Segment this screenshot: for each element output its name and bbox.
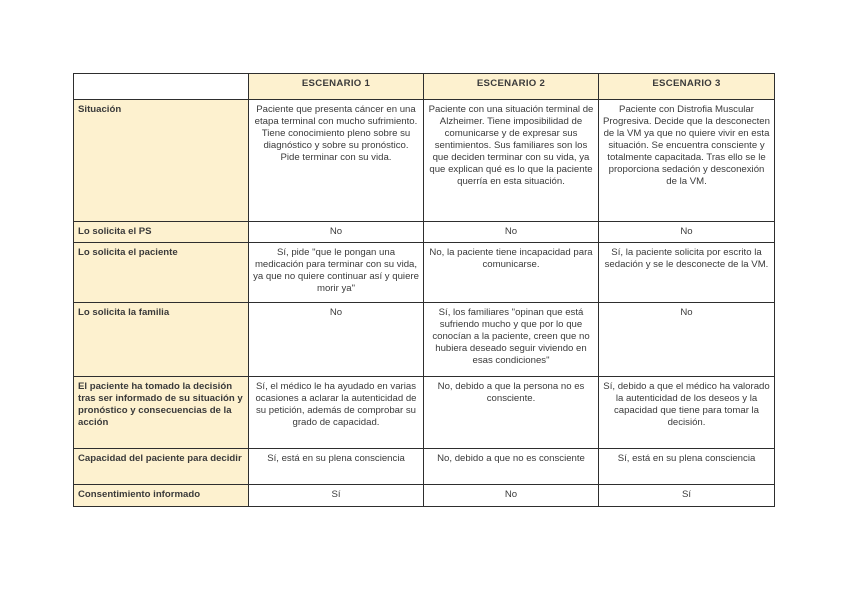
row-label-informado: El paciente ha tomado la decisión tras ser informado de su situación y pronóstico y consecuencias de la acción <box>74 377 249 449</box>
table-cell: Sí <box>599 485 775 507</box>
table-cell: No, debido a que no es consciente <box>424 449 599 485</box>
table-row <box>74 449 775 485</box>
row-label-solicita-ps: Lo solicita el PS <box>74 222 249 243</box>
table-cell: Paciente que presenta cáncer en una etapa terminal con mucho sufrimiento. Tiene conocimiento pleno sobre su diagnóstico y sobre su pronóstico. Pide terminar con su vida. <box>249 100 424 222</box>
table-cell: Sí, los familiares "opinan que está sufriendo mucho y que por lo que conocían a la paciente, creen que no hubiera deseado seguir viviendo en esas condiciones" <box>424 303 599 377</box>
row-label-capacidad: Capacidad del paciente para decidir <box>74 449 249 485</box>
table-row <box>74 243 775 303</box>
header-escenario-3: ESCENARIO 3 <box>599 74 775 100</box>
header-row <box>74 74 775 100</box>
table-cell: No, debido a que la persona no es consciente. <box>424 377 599 449</box>
table-row <box>74 100 775 222</box>
row-label-solicita-familia: Lo solicita la familia <box>74 303 249 377</box>
table-row <box>74 303 775 377</box>
page <box>73 73 775 507</box>
corner-cell <box>74 74 249 100</box>
table-cell: No, la paciente tiene incapacidad para comunicarse. <box>424 243 599 303</box>
table-cell: No <box>249 222 424 243</box>
table-cell: Sí <box>249 485 424 507</box>
table-cell: Sí, la paciente solicita por escrito la sedación y se le desconecte de la VM. <box>599 243 775 303</box>
table-row <box>74 377 775 449</box>
header-escenario-1: ESCENARIO 1 <box>249 74 424 100</box>
table-row <box>74 222 775 243</box>
table-cell: Sí, el médico le ha ayudado en varias ocasiones a aclarar la autenticidad de su petición, además de comprobar su grado de capacidad. <box>249 377 424 449</box>
table-cell: No <box>249 303 424 377</box>
row-label-solicita-paciente: Lo solicita el paciente <box>74 243 249 303</box>
row-label-situacion: Situación <box>74 100 249 222</box>
table-cell: Paciente con Distrofia Muscular Progresiva. Decide que la desconecten de la VM ya que no quiere vivir en esta situación. Se encuentra consciente y totalmente capacitada. Tras ello se le proporciona sedación y desconexión de la VM. <box>599 100 775 222</box>
row-label-consentimiento: Consentimiento informado <box>74 485 249 507</box>
table-cell: No <box>599 303 775 377</box>
table-cell: Sí, está en su plena consciencia <box>599 449 775 485</box>
header-escenario-2: ESCENARIO 2 <box>424 74 599 100</box>
table-cell: Sí, está en su plena consciencia <box>249 449 424 485</box>
table-cell: Sí, debido a que el médico ha valorado la autenticidad de los deseos y la capacidad que tiene para tomar la decisión. <box>599 377 775 449</box>
table-cell: Sí, pide "que le pongan una medicación para terminar con su vida, ya que no quiere continuar así y quiere morir ya" <box>249 243 424 303</box>
table-cell: No <box>424 485 599 507</box>
table-row <box>74 485 775 507</box>
table-cell: Paciente con una situación terminal de Alzheimer. Tiene imposibilidad de comunicarse y de expresar sus sentimientos. Sus familiares son los que deciden terminar con su vida, ya que explican qué es lo que la paciente querría en esta situación. <box>424 100 599 222</box>
scenarios-table <box>73 73 775 507</box>
table-cell: No <box>424 222 599 243</box>
table-cell: No <box>599 222 775 243</box>
